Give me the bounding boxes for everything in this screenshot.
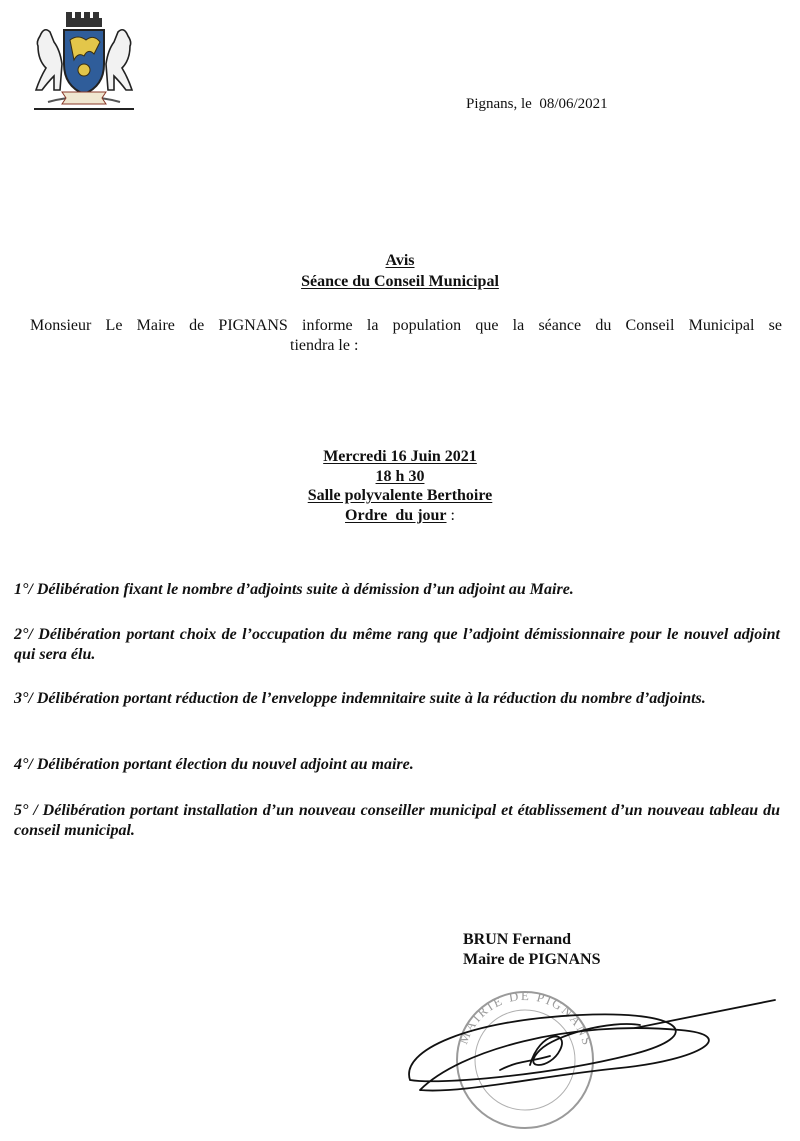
seal-text: MAIRIE DE PIGNANS bbox=[455, 990, 596, 1049]
notice-title: Avis bbox=[385, 252, 415, 269]
meeting-time: 18 h 30 bbox=[375, 467, 425, 485]
meeting-details bbox=[0, 447, 800, 525]
agenda-item-2: 2°/ Délibération portant choix de l’occupation du même rang que l’adjoint démissionnaire pour le nouvel adjoint qui sera élu. bbox=[14, 626, 780, 663]
mayor-role: Maire de PIGNANS bbox=[463, 951, 601, 968]
coat-of-arms-icon bbox=[28, 12, 140, 112]
meeting-date: Mercredi 16 Juin 2021 bbox=[323, 448, 477, 465]
signature-block bbox=[463, 930, 600, 970]
agenda-item-3: 3°/ Délibération portant réduction de l’enveloppe indemnitaire suite à la réduction du nombre d’adjoints. bbox=[14, 690, 706, 707]
agenda-heading-colon: : bbox=[446, 506, 455, 524]
date-prefix: Pignans, le bbox=[466, 96, 532, 112]
mayor-name: BRUN Fernand bbox=[463, 931, 572, 948]
date-value: 08/06/2021 bbox=[539, 96, 608, 112]
notice-subtitle: Séance du Conseil Municipal bbox=[301, 273, 499, 290]
document-date bbox=[466, 96, 608, 113]
agenda-item-5: 5° / Délibération portant installation d’un nouveau conseiller municipal et établissement d’un nouveau tableau du conseil municipal. bbox=[14, 802, 780, 839]
seal-and-signature bbox=[380, 990, 790, 1130]
mairie-seal-stamp-icon bbox=[455, 990, 595, 1128]
notice-subtitle-block bbox=[0, 273, 800, 291]
intro-paragraph bbox=[30, 316, 782, 356]
notice-title-block bbox=[0, 252, 800, 270]
intro-line-2: tiendra le : bbox=[290, 337, 359, 354]
intro-line-1: Monsieur Le Maire de PIGNANS informe la population que la séance du Conseil Municipal se bbox=[30, 317, 782, 334]
agenda-item-1: 1°/ Délibération fixant le nombre d’adjoints suite à démission d’un adjoint au Maire. bbox=[14, 581, 574, 598]
meeting-place: Salle polyvalente Berthoire bbox=[307, 487, 493, 504]
agenda-item-4: 4°/ Délibération portant élection du nouvel adjoint au maire. bbox=[14, 756, 414, 773]
agenda-heading: Ordre du jour bbox=[345, 506, 447, 524]
